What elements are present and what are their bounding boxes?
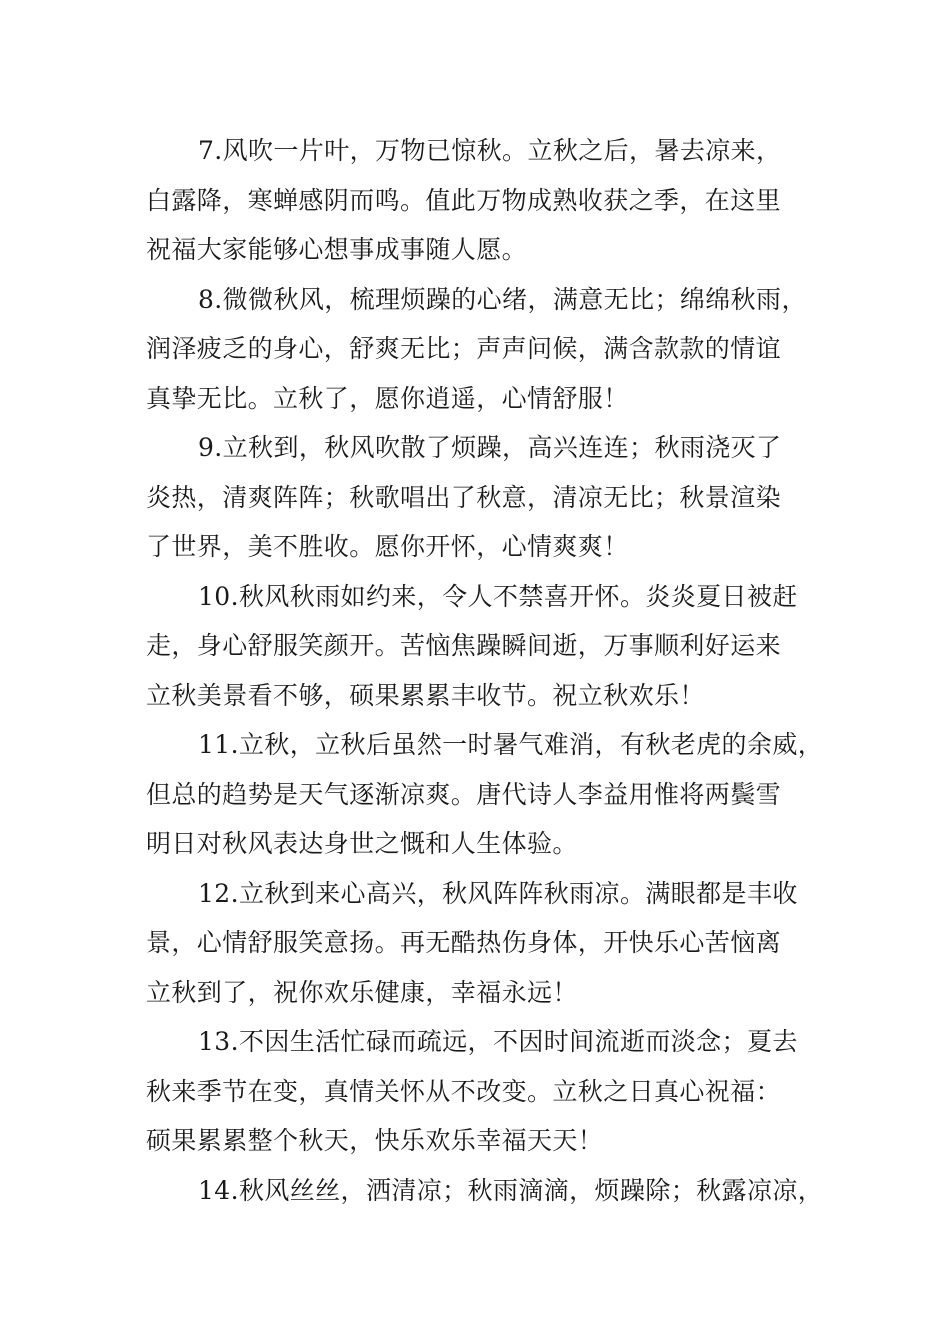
paragraph-line: 硕果累累整个秋天，快乐欢乐幸福天天！ — [146, 1126, 604, 1155]
paragraph-line: 10.秋风秋雨如约来，令人不禁喜开怀。炎炎夏日被赶 — [198, 581, 798, 611]
paragraph-line: 景，心情舒服笑意扬。再无酷热伤身体，开快乐心苦恼离 — [146, 928, 782, 957]
paragraph-line: 8.微微秋风，梳理烦躁的心绪，满意无比；绵绵秋雨， — [198, 284, 807, 314]
paragraph-line: 明日对秋风表达身世之慨和人生体验。 — [146, 829, 578, 858]
paragraph-line: 白露降，寒蝉感阴而鸣。值此万物成熟收获之季，在这里 — [146, 185, 782, 215]
paragraph-line: 14.秋风丝丝，洒清凉；秋雨滴滴，烦躁除；秋露凉凉， — [198, 1175, 824, 1205]
paragraph-line: 润泽疲乏的身心，舒爽无比；声声问候，满含款款的情谊 — [146, 334, 782, 363]
paragraph-line: 9.立秋到，秋风吹散了烦躁，高兴连连；秋雨浇灭了 — [198, 433, 782, 462]
paragraph-11 — [146, 720, 826, 869]
paragraph-line: 但总的趋势是天气逐渐凉爽。唐代诗人李益用惟将两鬓雪 — [146, 779, 782, 809]
paragraph-line: 12.立秋到来心高兴，秋风阵阵秋雨凉。满眼都是丰收 — [198, 878, 798, 908]
paragraph-9 — [146, 423, 826, 572]
paragraph-line: 13.不因生活忙碌而疏远，不因时间流逝而淡念；夏去 — [198, 1027, 798, 1056]
paragraph-line: 炎热，清爽阵阵；秋歌唱出了秋意，清凉无比；秋景渲染 — [146, 482, 782, 512]
paragraph-line: 了世界，美不胜收。愿你开怀，心情爽爽！ — [146, 532, 629, 561]
paragraph-10 — [146, 572, 826, 721]
paragraph-14 — [146, 1166, 826, 1216]
paragraph-line: 11.立秋，立秋后虽然一时暑气难消，有秋老虎的余威， — [198, 730, 824, 759]
paragraph-8 — [146, 275, 826, 424]
paragraph-line: 祝福大家能够心想事成事随人愿。 — [146, 235, 528, 264]
paragraph-7 — [146, 126, 826, 275]
paragraph-line: 立秋美景看不够，硕果累累丰收节。祝立秋欢乐！ — [146, 680, 705, 710]
paragraph-13 — [146, 1017, 826, 1166]
paragraph-line: 真挚无比。立秋了，愿你逍遥，心情舒服！ — [146, 383, 629, 413]
paragraph-line: 立秋到了，祝你欢乐健康，幸福永远！ — [146, 977, 578, 1007]
paragraph-12 — [146, 869, 826, 1018]
paragraph-line: 走，身心舒服笑颜开。苦恼焦躁瞬间逝，万事顺利好运来 — [146, 631, 782, 660]
document-body — [146, 126, 826, 1215]
paragraph-line: 秋来季节在变，真情关怀从不改变。立秋之日真心祝福： — [146, 1076, 782, 1106]
paragraph-line: 7.风吹一片叶，万物已惊秋。立秋之后，暑去凉来， — [198, 136, 782, 165]
